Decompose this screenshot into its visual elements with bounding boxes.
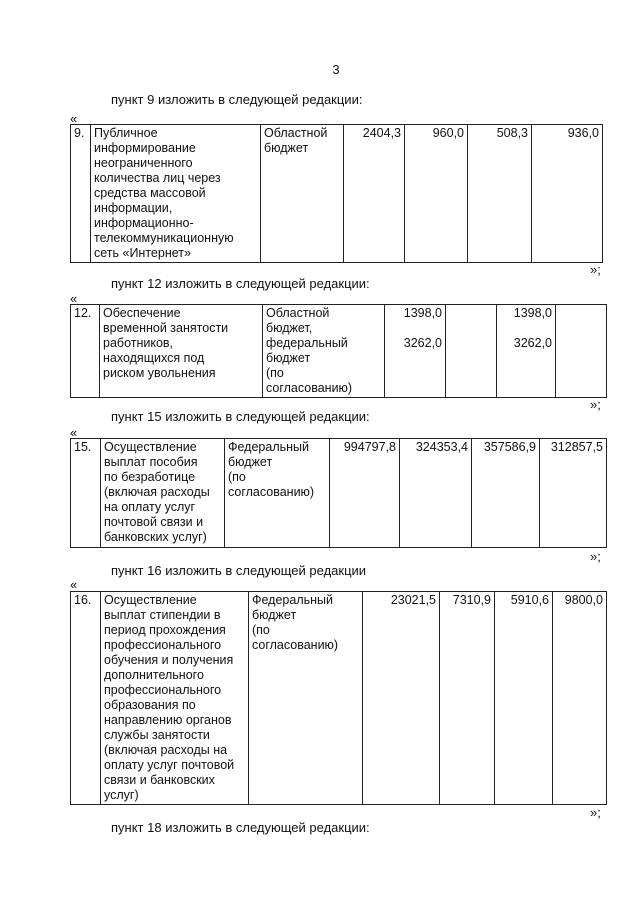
close-quote-9: »; — [590, 262, 601, 277]
row-name: Осуществление выплат пособия по безработице (включая расходы на оплату услуг почтовой связи и банковских услуг) — [101, 439, 225, 548]
value-cell — [446, 305, 497, 398]
close-quote-12: »; — [590, 397, 601, 412]
amendment-heading-15: пункт 15 изложить в следующей редакции: — [111, 409, 370, 424]
row-index: 15. — [71, 439, 101, 548]
value-cell: 324353,4 — [400, 439, 472, 548]
table-row — [71, 125, 603, 263]
value-cell — [556, 305, 607, 398]
value-cell: 357586,9 — [472, 439, 540, 548]
open-quote-9: « — [70, 111, 78, 126]
open-quote-12: « — [70, 291, 78, 306]
page-number: 3 — [332, 62, 340, 77]
row-name: Осуществление выплат стипендии в период прохождения профессионального обучения и получения дополнительного профессионального образования по направлению органов службы занятости (включая расходы на оплату услуг почтовой связи и банковских услуг) — [101, 592, 249, 805]
table-row — [71, 305, 607, 398]
value-cell: 1398,0 3262,0 — [385, 305, 446, 398]
value-cell: 9800,0 — [553, 592, 607, 805]
table-item-15 — [70, 438, 607, 548]
value-cell: 936,0 — [532, 125, 603, 263]
value-cell: 312857,5 — [540, 439, 607, 548]
value-cell: 994797,8 — [330, 439, 400, 548]
table-item-9 — [70, 124, 603, 263]
row-source: Федеральный бюджет (по согласованию) — [225, 439, 330, 548]
row-source: Областной бюджет, федеральный бюджет (по согласованию) — [263, 305, 385, 398]
table-item-12 — [70, 304, 607, 398]
row-index: 9. — [71, 125, 91, 263]
row-index: 16. — [71, 592, 101, 805]
amendment-heading-18: пункт 18 изложить в следующей редакции: — [111, 820, 370, 835]
row-name: Обеспечение временной занятости работников, находящихся под риском увольнения — [100, 305, 263, 398]
amendment-heading-12: пункт 12 изложить в следующей редакции: — [111, 276, 370, 291]
value-cell: 2404,3 — [344, 125, 405, 263]
table-row — [71, 592, 607, 805]
row-source: Федеральный бюджет (по согласованию) — [249, 592, 363, 805]
row-index: 12. — [71, 305, 100, 398]
value-cell: 508,3 — [468, 125, 532, 263]
value-cell: 1398,0 3262,0 — [497, 305, 556, 398]
amendment-heading-9: пункт 9 изложить в следующей редакции: — [111, 92, 363, 107]
value-cell: 23021,5 — [363, 592, 440, 805]
table-item-16 — [70, 591, 607, 805]
row-source: Областной бюджет — [261, 125, 344, 263]
row-name: Публичное информирование неограниченного количества лиц через средства массовой информации, информационно- телекоммуникационную сеть «Интернет» — [91, 125, 261, 263]
value-cell: 7310,9 — [440, 592, 495, 805]
value-cell: 960,0 — [405, 125, 468, 263]
value-cell: 5910,6 — [495, 592, 553, 805]
close-quote-15: »; — [590, 549, 601, 564]
table-row — [71, 439, 607, 548]
close-quote-16: »; — [590, 805, 601, 820]
open-quote-16: « — [70, 577, 78, 592]
open-quote-15: « — [70, 425, 78, 440]
amendment-heading-16: пункт 16 изложить в следующей редакции — [111, 563, 367, 578]
